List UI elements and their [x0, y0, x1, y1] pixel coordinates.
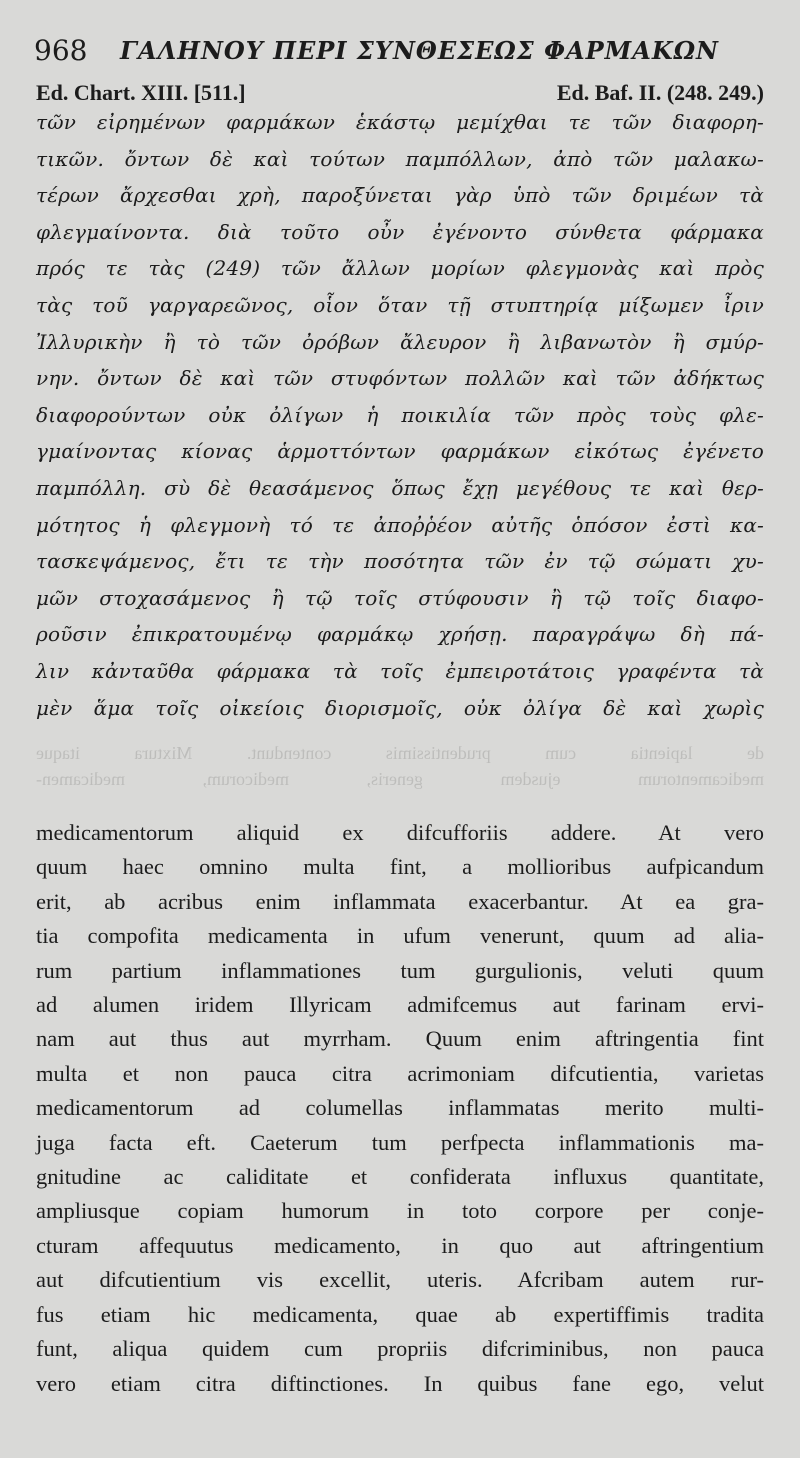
greek-line: ροῦσιν ἐπικρατουμένῳ φαρμάκῳ χρήσῃ. παραγράψω δὴ πά- — [36, 622, 764, 647]
latin-line: funt, aliqua quidem cum propriis difcriminibus, non pauca — [36, 1336, 764, 1362]
greek-line: τέρων ἄρχεσθαι χρὴ, παροξύνεται γὰρ ὑπὸ τῶν δριμέων τὰ — [36, 183, 764, 208]
page-number: 968 — [34, 34, 88, 67]
bleed-through-text — [36, 740, 764, 792]
bleed-through-line: medicamentorum ejusdem generis, medicorum, medicamen- — [36, 769, 764, 789]
page-header — [34, 30, 774, 70]
greek-text-block — [36, 104, 764, 726]
edition-chartier-reference: Ed. Chart. XIII. [511.] — [36, 80, 246, 105]
greek-line: μὲν ἅμα τοῖς οἰκείοις διορισμοῖς, οὐκ ὀλίγα δὲ καὶ χωρὶς — [36, 695, 764, 720]
latin-line: gnitudine ac caliditate et confiderata influxus quantitate, — [36, 1164, 764, 1190]
latin-line: juga facta eft. Caeterum tum perfpecta inflammationis ma- — [36, 1129, 764, 1155]
latin-line: cturam affequutus medicamento, in quo aut aftringentium — [36, 1232, 764, 1258]
latin-line: tia compofita medicamenta in ufum venerunt, quum ad alia- — [36, 923, 764, 949]
latin-line: medicamentorum ad columellas inflammatas merito multi- — [36, 1095, 764, 1121]
latin-line: medicamentorum aliquid ex difcufforiis addere. At vero — [36, 820, 764, 845]
latin-line: vero etiam citra diftinctiones. In quibus fane ego, velut — [36, 1370, 764, 1396]
bleed-through-line: de lapientia cum prudentissimis contendunt. Mixtura itaque — [36, 743, 764, 763]
latin-line: rum partium inflammationes tum gurgulionis, veluti quum — [36, 957, 764, 983]
latin-line: ad alumen iridem Illyricam admifcemus aut farinam ervi- — [36, 992, 764, 1018]
latin-line: ampliusque copiam humorum in toto corpore per conje- — [36, 1198, 764, 1224]
latin-line: quum haec omnino multa fint, a mollioribus aufpicandum — [36, 854, 764, 880]
greek-line: λιν κἀνταῦθα φάρμακα τὰ τοῖς ἐμπειροτάτοις γραφέντα τὰ — [36, 658, 764, 683]
greek-line: τὰς τοῦ γαργαρεῶνος, οἷον ὅταν τῇ στυπτηρίᾳ μίξωμεν ἶριν — [36, 292, 764, 317]
latin-line: erit, ab acribus enim inflammata exacerbantur. At ea gra- — [36, 888, 764, 914]
greek-line: μῶν στοχασάμενος ἢ τῷ τοῖς στύφουσιν ἢ τῷ τοῖς διαφο- — [36, 585, 764, 610]
latin-line: multa et non pauca citra acrimoniam difcutientia, varietas — [36, 1060, 764, 1086]
greek-line: φλεγμαίνοντα. διὰ τοῦτο οὖν ἐγένοντο σύνθετα φάρμακα — [36, 219, 764, 244]
latin-text-block — [36, 816, 764, 1401]
greek-line: τῶν εἰρημένων φαρμάκων ἑκάστῳ μεμίχθαι τε τῶν διαφορη- — [36, 110, 764, 134]
latin-line: aut difcutientium vis excellit, uteris. Afcribam autem rur- — [36, 1267, 764, 1293]
greek-line: διαφορούντων οὐκ ὀλίγων ἡ ποικιλία τῶν πρὸς τοὺς φλε- — [36, 402, 764, 427]
latin-line: fus etiam hic medicamenta, quae ab expertiffimis tradita — [36, 1301, 764, 1327]
greek-line: μότητος ἡ φλεγμονὴ τό τε ἀποῤῥέον αὐτῆς ὁπόσον ἐστὶ κα- — [36, 512, 764, 537]
greek-line: γμαίνοντας κίονας ἁρμοττόντων φαρμάκων εἰκότως ἐγένετο — [36, 439, 764, 464]
greek-line: νην. ὄντων δὲ καὶ τῶν στυφόντων πολλῶν καὶ τῶν ἀδήκτως — [36, 366, 764, 391]
greek-line: Ἰλλυρικὴν ἢ τὸ τῶν ὀρόβων ἄλευρον ἢ λιβανωτὸν ἢ σμύρ- — [36, 329, 764, 354]
greek-line: πρός τε τὰς (249) τῶν ἄλλων μορίων φλεγμονὰς καὶ πρὸς — [36, 256, 764, 281]
edition-basel-reference: Ed. Baf. II. (248. 249.) — [556, 80, 764, 105]
latin-line: nam aut thus aut myrrham. Quum enim aftringentia fint — [36, 1026, 764, 1052]
greek-line: παμπόλλη. σὺ δὲ θεασάμενος ὅπως ἔχῃ μεγέθους τε καὶ θερ- — [36, 475, 764, 500]
running-title: ΓΑΛΗΝΟΥ ΠΕΡΙ ΣΥΝΘΕΣΕΩΣ ΦΑΡΜΑΚΩΝ — [120, 36, 719, 65]
greek-line: τικῶν. ὄντων δὲ καὶ τούτων παμπόλλων, ἀπὸ τῶν μαλακω- — [36, 146, 764, 171]
greek-line: τασκεψάμενος, ἔτι τε τὴν ποσότητα τῶν ἐν τῷ σώματι χυ- — [36, 549, 764, 574]
